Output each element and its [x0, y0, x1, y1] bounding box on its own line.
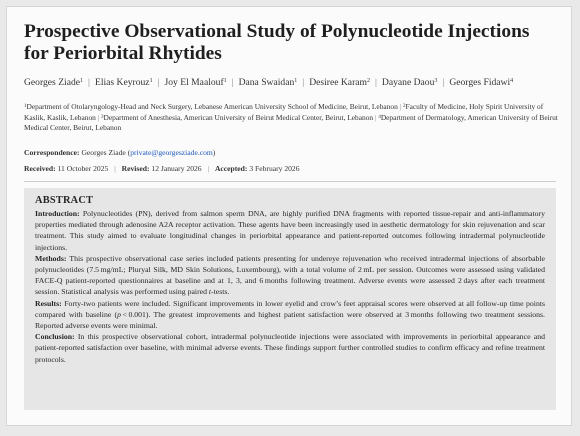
affiliation: $^1$Department of Otolaryngology-Head and Neck Surgery, Lebanese American University School of Medicine, Beirut, Lebanon |	[24, 102, 403, 111]
abstract-methods: Methods: This prospective observational case series included patients presenting for undereye rejuvenation who received intradermal injections of absorbable polynucleotides (7.5 mg/mL; Pluryal Silk, MD Skin Solutions, Luxembourg), with a total volume of 2 mL per session. Outcomes were assessed using validated FACE-Q patient-reported questionnaires at baseline and at 1, 3, and 6 months following treatment. Adverse events were assessed 2 days after each treatment session. Statistical analysis was performed using paired t-tests.	[35, 253, 545, 297]
date-separator: |	[207, 164, 210, 173]
author-list	[24, 77, 564, 88]
accepted-date: 3 February 2026	[249, 164, 300, 173]
revised-date: 12 January 2026	[151, 164, 202, 173]
author[interactable]: Elias Keyrouz$^1$	[94, 77, 153, 88]
affiliation: $^3$Department of Anesthesia, American University of Beirut Medical Center, Beirut, Lebanon |	[101, 113, 378, 122]
received-date: 11 October 2025	[57, 164, 109, 173]
correspondence-name: Georges Ziade	[81, 148, 126, 157]
author-separator: |	[302, 77, 305, 88]
correspondence-label: Correspondence:	[24, 148, 80, 157]
author[interactable]: Joy El Maalouf$^1$	[164, 77, 227, 88]
article-dates	[24, 164, 564, 173]
header-divider	[24, 181, 556, 182]
abstract-introduction: Introduction: Polynucleotides (PN), derived from salmon sperm DNA, are highly purified DNA fragments with reported tissue-repair and anti-inflammatory properties mediated through adenosine A2A receptor activation. These agents have been increasingly used in aesthetic dermatology for skin rejuvenation and scar treatment. This study aimed to evaluate longitudinal changes in periorbital appearance and patient-reported outcomes following intradermal polynucleotide injections.	[35, 209, 546, 252]
article-page	[6, 6, 572, 426]
correspondence-email-link[interactable]: private@georgesziade.com	[130, 148, 213, 157]
article-title: Prospective Observational Study of Polynucleotide Injections for Periorbital Rhytides	[24, 21, 530, 64]
affiliation: $^4$Department of Dermatology, American University of Beirut Medical Center, Beirut, Lebanon	[24, 112, 558, 132]
abstract-conclusion: Conclusion: In this prospective observational cohort, intradermal polynucleotide injections were associated with improvements in periorbital appearance and patient-reported satisfaction over baseline, with minimal adverse events. These findings support further controlled studies to confirm efficacy and refine treatment protocols.	[35, 332, 545, 364]
author-separator: |	[88, 77, 90, 88]
correspondence: Correspondence: Georges Ziade (private@georgesziade.com)	[24, 148, 216, 157]
affiliation: $^2$Faculty of Medicine, Holy Spirit University of Kaslik, Kaslik, Lebanon |	[24, 102, 543, 122]
author-separator: |	[157, 77, 160, 88]
revised-label: Revised:	[121, 164, 150, 173]
author[interactable]: Georges Ziade$^1$	[24, 77, 84, 88]
author[interactable]: Georges Fidawi$^4$	[449, 77, 514, 88]
abstract-results: Results: Forty-two patients were included. Significant improvements in lower eyelid and crow’s feet appraisal scores were observed at all follow-up time points compared with baseline (p < 0.001). The greatest improvements and highest patient satisfaction were observed at 3 months following two treatment sessions. Reported adverse events were minimal.	[35, 298, 545, 331]
abstract-box	[24, 188, 556, 410]
author-separator: |	[231, 77, 234, 88]
author-separator: |	[374, 77, 377, 88]
received-label: Received:	[24, 164, 56, 173]
affiliations	[24, 102, 562, 134]
accepted-label: Accepted:	[214, 164, 248, 173]
author[interactable]: Desiree Karam$^2$	[309, 77, 370, 88]
abstract-heading: ABSTRACT	[35, 195, 94, 206]
date-separator: |	[114, 164, 116, 173]
author[interactable]: Dana Swaidan$^1$	[238, 77, 298, 88]
author-separator: |	[442, 77, 445, 88]
author[interactable]: Dayane Daou$^3$	[381, 77, 438, 88]
